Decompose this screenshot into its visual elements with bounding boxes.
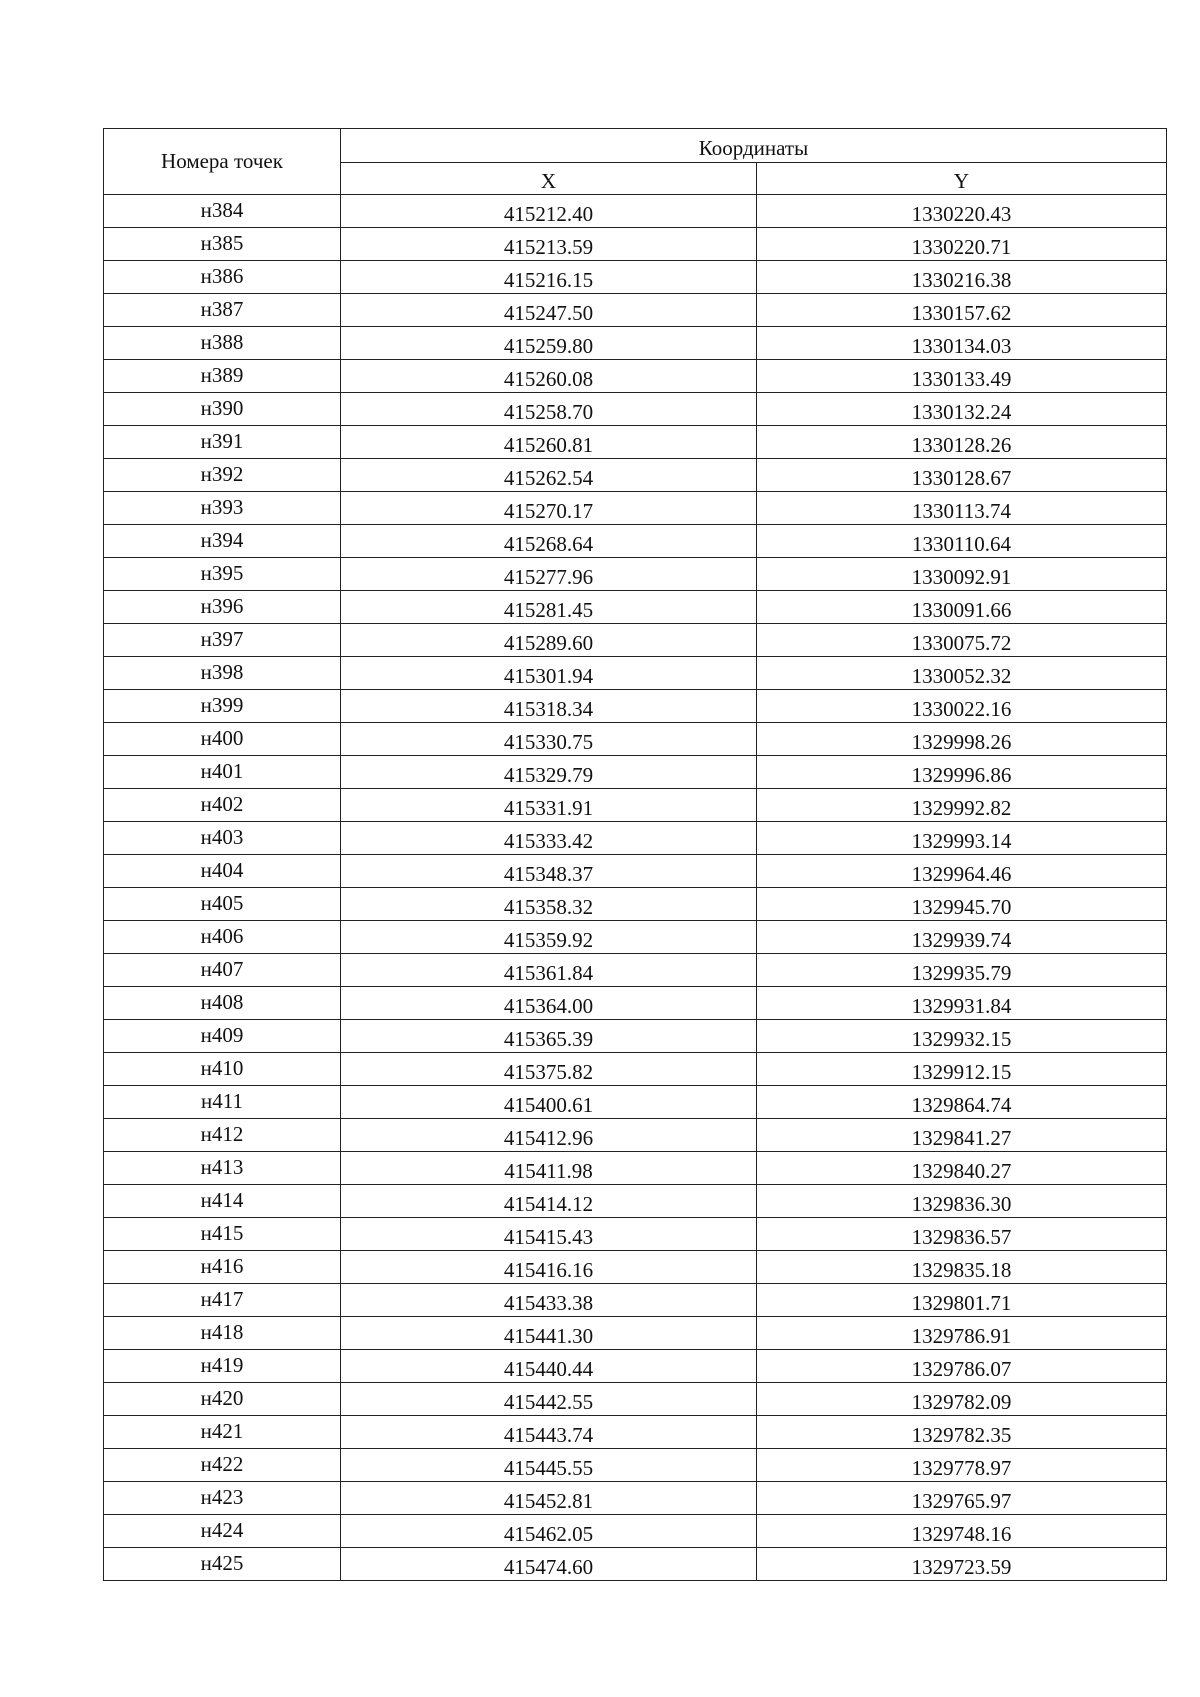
table-row (104, 327, 1167, 360)
y-coordinate-cell: 1330132.24 (757, 393, 1167, 426)
x-coordinate-cell: 415365.39 (341, 1020, 757, 1053)
x-coordinate-cell: 415247.50 (341, 294, 757, 327)
table-row (104, 393, 1167, 426)
x-coordinate-cell: 415474.60 (341, 1548, 757, 1581)
x-coordinate-cell: 415359.92 (341, 921, 757, 954)
table-row (104, 591, 1167, 624)
x-coordinate-cell: 415259.80 (341, 327, 757, 360)
table-row (104, 1152, 1167, 1185)
y-coordinate-cell: 1329778.97 (757, 1449, 1167, 1482)
point-number-cell: н396 (104, 591, 341, 624)
y-coordinate-cell: 1330092.91 (757, 558, 1167, 591)
table-row (104, 624, 1167, 657)
table-row (104, 987, 1167, 1020)
x-coordinate-cell: 415270.17 (341, 492, 757, 525)
table-row (104, 1383, 1167, 1416)
point-number-cell: н405 (104, 888, 341, 921)
x-coordinate-cell: 415364.00 (341, 987, 757, 1020)
point-number-cell: н425 (104, 1548, 341, 1581)
y-coordinate-cell: 1329931.84 (757, 987, 1167, 1020)
point-number-cell: н406 (104, 921, 341, 954)
point-number-cell: н394 (104, 525, 341, 558)
point-number-cell: н420 (104, 1383, 341, 1416)
y-coordinate-cell: 1329782.09 (757, 1383, 1167, 1416)
x-coordinate-cell: 415400.61 (341, 1086, 757, 1119)
point-numbers-header: Номера точек (104, 129, 341, 195)
x-coordinate-cell: 415260.08 (341, 360, 757, 393)
point-number-cell: н417 (104, 1284, 341, 1317)
table-row (104, 1548, 1167, 1581)
x-coordinate-cell: 415329.79 (341, 756, 757, 789)
table-row (104, 723, 1167, 756)
point-number-cell: н391 (104, 426, 341, 459)
point-number-cell: н388 (104, 327, 341, 360)
point-number-cell: н415 (104, 1218, 341, 1251)
point-number-cell: н421 (104, 1416, 341, 1449)
point-number-cell: н413 (104, 1152, 341, 1185)
x-coordinate-cell: 415289.60 (341, 624, 757, 657)
y-coordinate-cell: 1329993.14 (757, 822, 1167, 855)
y-coordinate-cell: 1330133.49 (757, 360, 1167, 393)
x-coordinate-cell: 415260.81 (341, 426, 757, 459)
y-coordinate-cell: 1329786.91 (757, 1317, 1167, 1350)
table-row (104, 954, 1167, 987)
y-coordinate-cell: 1329840.27 (757, 1152, 1167, 1185)
y-coordinate-cell: 1329835.18 (757, 1251, 1167, 1284)
table-row (104, 1317, 1167, 1350)
point-number-cell: н410 (104, 1053, 341, 1086)
table-row (104, 657, 1167, 690)
x-coordinate-cell: 415441.30 (341, 1317, 757, 1350)
x-coordinate-cell: 415358.32 (341, 888, 757, 921)
point-number-cell: н409 (104, 1020, 341, 1053)
table-row (104, 195, 1167, 228)
table-row (104, 426, 1167, 459)
point-number-cell: н393 (104, 492, 341, 525)
point-number-cell: н422 (104, 1449, 341, 1482)
point-number-cell: н411 (104, 1086, 341, 1119)
y-coordinate-cell: 1330075.72 (757, 624, 1167, 657)
x-coordinate-cell: 415442.55 (341, 1383, 757, 1416)
x-column-header: X (341, 163, 757, 195)
x-coordinate-cell: 415330.75 (341, 723, 757, 756)
point-number-cell: н389 (104, 360, 341, 393)
y-coordinate-cell: 1329935.79 (757, 954, 1167, 987)
point-number-cell: н416 (104, 1251, 341, 1284)
point-number-cell: н392 (104, 459, 341, 492)
y-coordinate-cell: 1330134.03 (757, 327, 1167, 360)
table-row (104, 789, 1167, 822)
table-row (104, 360, 1167, 393)
y-coordinate-cell: 1329786.07 (757, 1350, 1167, 1383)
x-coordinate-cell: 415268.64 (341, 525, 757, 558)
x-coordinate-cell: 415281.45 (341, 591, 757, 624)
y-coordinate-cell: 1329782.35 (757, 1416, 1167, 1449)
x-coordinate-cell: 415433.38 (341, 1284, 757, 1317)
coordinates-table (103, 128, 1167, 1581)
point-number-cell: н401 (104, 756, 341, 789)
x-coordinate-cell: 415331.91 (341, 789, 757, 822)
table-row (104, 855, 1167, 888)
x-coordinate-cell: 415452.81 (341, 1482, 757, 1515)
table-row (104, 1449, 1167, 1482)
x-coordinate-cell: 415348.37 (341, 855, 757, 888)
table-row (104, 1185, 1167, 1218)
table-row (104, 888, 1167, 921)
y-coordinate-cell: 1329998.26 (757, 723, 1167, 756)
point-number-cell: н387 (104, 294, 341, 327)
y-coordinate-cell: 1330091.66 (757, 591, 1167, 624)
point-number-cell: н398 (104, 657, 341, 690)
x-coordinate-cell: 415277.96 (341, 558, 757, 591)
y-coordinate-cell: 1329996.86 (757, 756, 1167, 789)
x-coordinate-cell: 415445.55 (341, 1449, 757, 1482)
point-number-cell: н386 (104, 261, 341, 294)
table-row (104, 492, 1167, 525)
y-coordinate-cell: 1329765.97 (757, 1482, 1167, 1515)
table-row (104, 1020, 1167, 1053)
y-coordinate-cell: 1330220.71 (757, 228, 1167, 261)
point-number-cell: н404 (104, 855, 341, 888)
x-coordinate-cell: 415301.94 (341, 657, 757, 690)
y-coordinate-cell: 1330157.62 (757, 294, 1167, 327)
y-coordinate-cell: 1329964.46 (757, 855, 1167, 888)
y-coordinate-cell: 1330128.67 (757, 459, 1167, 492)
table-row (104, 1053, 1167, 1086)
y-coordinate-cell: 1329939.74 (757, 921, 1167, 954)
y-coordinate-cell: 1330216.38 (757, 261, 1167, 294)
point-number-cell: н399 (104, 690, 341, 723)
y-coordinate-cell: 1330110.64 (757, 525, 1167, 558)
y-coordinate-cell: 1329836.30 (757, 1185, 1167, 1218)
x-coordinate-cell: 415361.84 (341, 954, 757, 987)
y-coordinate-cell: 1330113.74 (757, 492, 1167, 525)
point-number-cell: н395 (104, 558, 341, 591)
x-coordinate-cell: 415333.42 (341, 822, 757, 855)
table-row (104, 228, 1167, 261)
x-coordinate-cell: 415443.74 (341, 1416, 757, 1449)
x-coordinate-cell: 415216.15 (341, 261, 757, 294)
table-row (104, 1086, 1167, 1119)
point-number-cell: н412 (104, 1119, 341, 1152)
table-row (104, 1119, 1167, 1152)
table-row (104, 558, 1167, 591)
table-row (104, 1251, 1167, 1284)
header-row-top (104, 129, 1167, 163)
x-coordinate-cell: 415318.34 (341, 690, 757, 723)
table-row (104, 1218, 1167, 1251)
x-coordinate-cell: 415412.96 (341, 1119, 757, 1152)
table-row (104, 1482, 1167, 1515)
point-number-cell: н385 (104, 228, 341, 261)
y-coordinate-cell: 1329841.27 (757, 1119, 1167, 1152)
point-number-cell: н414 (104, 1185, 341, 1218)
table-row (104, 1284, 1167, 1317)
table-row (104, 261, 1167, 294)
y-coordinate-cell: 1329836.57 (757, 1218, 1167, 1251)
table-row (104, 294, 1167, 327)
point-number-cell: н400 (104, 723, 341, 756)
point-number-cell: н397 (104, 624, 341, 657)
table-body (104, 195, 1167, 1581)
x-coordinate-cell: 415411.98 (341, 1152, 757, 1185)
x-coordinate-cell: 415375.82 (341, 1053, 757, 1086)
y-coordinate-cell: 1329801.71 (757, 1284, 1167, 1317)
y-coordinate-cell: 1329748.16 (757, 1515, 1167, 1548)
y-coordinate-cell: 1329912.15 (757, 1053, 1167, 1086)
point-number-cell: н403 (104, 822, 341, 855)
x-coordinate-cell: 415212.40 (341, 195, 757, 228)
y-coordinate-cell: 1329932.15 (757, 1020, 1167, 1053)
y-coordinate-cell: 1329945.70 (757, 888, 1167, 921)
point-number-cell: н407 (104, 954, 341, 987)
table-row (104, 756, 1167, 789)
point-number-cell: н418 (104, 1317, 341, 1350)
x-coordinate-cell: 415414.12 (341, 1185, 757, 1218)
table-row (104, 1416, 1167, 1449)
table-row (104, 822, 1167, 855)
table-row (104, 690, 1167, 723)
table-row (104, 921, 1167, 954)
x-coordinate-cell: 415262.54 (341, 459, 757, 492)
y-coordinate-cell: 1330052.32 (757, 657, 1167, 690)
table-header (104, 129, 1167, 195)
y-coordinate-cell: 1330128.26 (757, 426, 1167, 459)
point-number-cell: н419 (104, 1350, 341, 1383)
point-number-cell: н390 (104, 393, 341, 426)
point-number-cell: н402 (104, 789, 341, 822)
y-coordinate-cell: 1330220.43 (757, 195, 1167, 228)
x-coordinate-cell: 415213.59 (341, 228, 757, 261)
point-number-cell: н408 (104, 987, 341, 1020)
point-number-cell: н424 (104, 1515, 341, 1548)
x-coordinate-cell: 415258.70 (341, 393, 757, 426)
y-coordinate-cell: 1330022.16 (757, 690, 1167, 723)
point-number-cell: н384 (104, 195, 341, 228)
y-coordinate-cell: 1329864.74 (757, 1086, 1167, 1119)
table-row (104, 1350, 1167, 1383)
x-coordinate-cell: 415440.44 (341, 1350, 757, 1383)
table-row (104, 459, 1167, 492)
x-coordinate-cell: 415416.16 (341, 1251, 757, 1284)
point-number-cell: н423 (104, 1482, 341, 1515)
table-row (104, 1515, 1167, 1548)
y-coordinate-cell: 1329723.59 (757, 1548, 1167, 1581)
coordinates-header: Координаты (341, 129, 1167, 163)
table-row (104, 525, 1167, 558)
x-coordinate-cell: 415415.43 (341, 1218, 757, 1251)
x-coordinate-cell: 415462.05 (341, 1515, 757, 1548)
y-coordinate-cell: 1329992.82 (757, 789, 1167, 822)
y-column-header: Y (757, 163, 1167, 195)
